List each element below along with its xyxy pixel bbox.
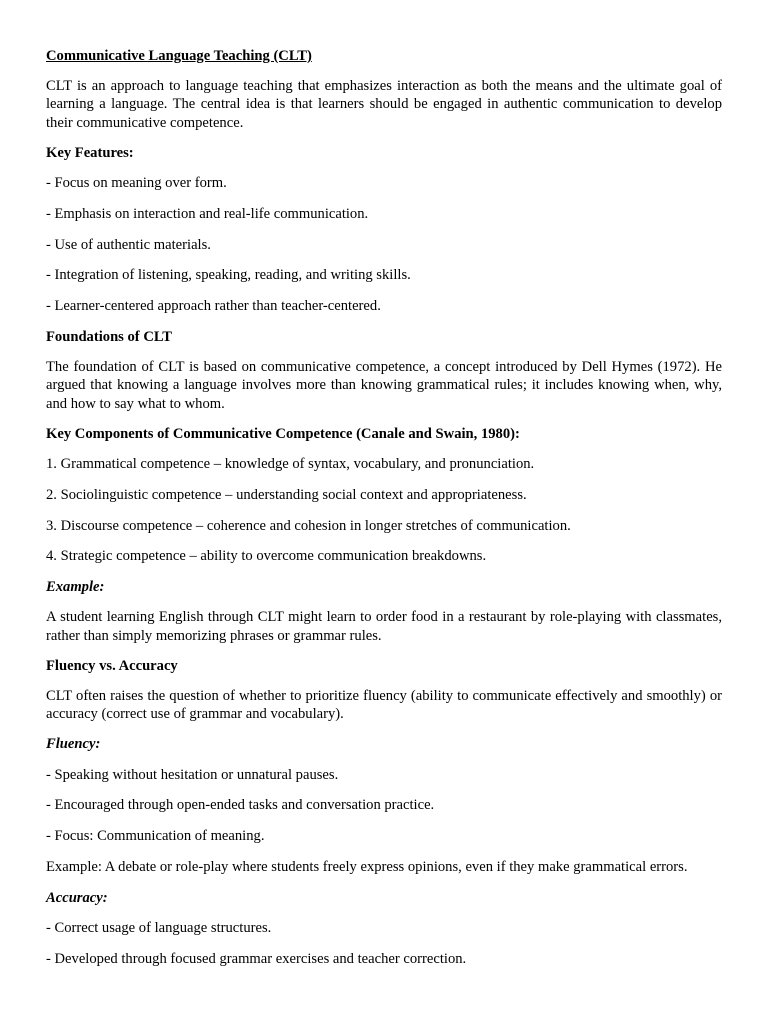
- list-item: - Emphasis on interaction and real-life communication.: [46, 205, 369, 222]
- list-item: - Focus: Communication of meaning.: [46, 828, 265, 845]
- components-heading: Key Components of Communicative Competence (Canale and Swain, 1980):: [46, 425, 520, 442]
- intro-paragraph: CLT is an approach to language teaching that emphasizes interaction as both the means and the ultimate goal of learning a language. The central idea is that learners should be engaged in authentic communication to develop their communicative competence.: [46, 78, 722, 131]
- list-item: - Speaking without hesitation or unnatural pauses.: [46, 766, 339, 783]
- list-item: - Use of authentic materials.: [46, 236, 211, 253]
- list-item: - Learner-centered approach rather than teacher-centered.: [46, 298, 381, 315]
- page-title: Communicative Language Teaching (CLT): [46, 48, 312, 64]
- list-item: 2. Sociolinguistic competence – understanding social context and appropriateness.: [46, 486, 527, 503]
- foundations-paragraph: The foundation of CLT is based on communicative competence, a concept introduced by Dell Hymes (1972). He argued that knowing a language involves more than knowing grammatical rules; it includes knowing when, why, and how to say what to whom.: [46, 359, 722, 412]
- fluency-vs-accuracy-heading: Fluency vs. Accuracy: [46, 657, 178, 674]
- fluency-heading: Fluency:: [46, 736, 101, 753]
- list-item: - Developed through focused grammar exercises and teacher correction.: [46, 950, 467, 967]
- list-item: - Correct usage of language structures.: [46, 920, 272, 937]
- fluency-vs-accuracy-paragraph: CLT often raises the question of whether to prioritize fluency (ability to communicate effectively and smoothly) or accuracy (correct use of grammar and vocabulary).: [46, 688, 722, 723]
- list-item: 3. Discourse competence – coherence and cohesion in longer stretches of communication.: [46, 517, 571, 534]
- example-heading: Example:: [46, 579, 105, 596]
- document-page: [46, 40, 722, 981]
- list-item: - Integration of listening, speaking, reading, and writing skills.: [46, 267, 411, 284]
- list-item: - Focus on meaning over form.: [46, 175, 227, 192]
- key-features-heading: Key Features:: [46, 144, 134, 161]
- accuracy-heading: Accuracy:: [46, 889, 108, 906]
- fluency-example: Example: A debate or role-play where students freely express opinions, even if they make grammatical errors.: [46, 859, 688, 876]
- list-item: - Encouraged through open-ended tasks and conversation practice.: [46, 797, 435, 814]
- example-paragraph: A student learning English through CLT might learn to order food in a restaurant by role-playing with classmates, rather than simply memorizing phrases or grammar rules.: [46, 609, 722, 644]
- list-item: 1. Grammatical competence – knowledge of syntax, vocabulary, and pronunciation.: [46, 456, 535, 473]
- foundations-heading: Foundations of CLT: [46, 329, 172, 345]
- list-item: 4. Strategic competence – ability to overcome communication breakdowns.: [46, 548, 487, 565]
